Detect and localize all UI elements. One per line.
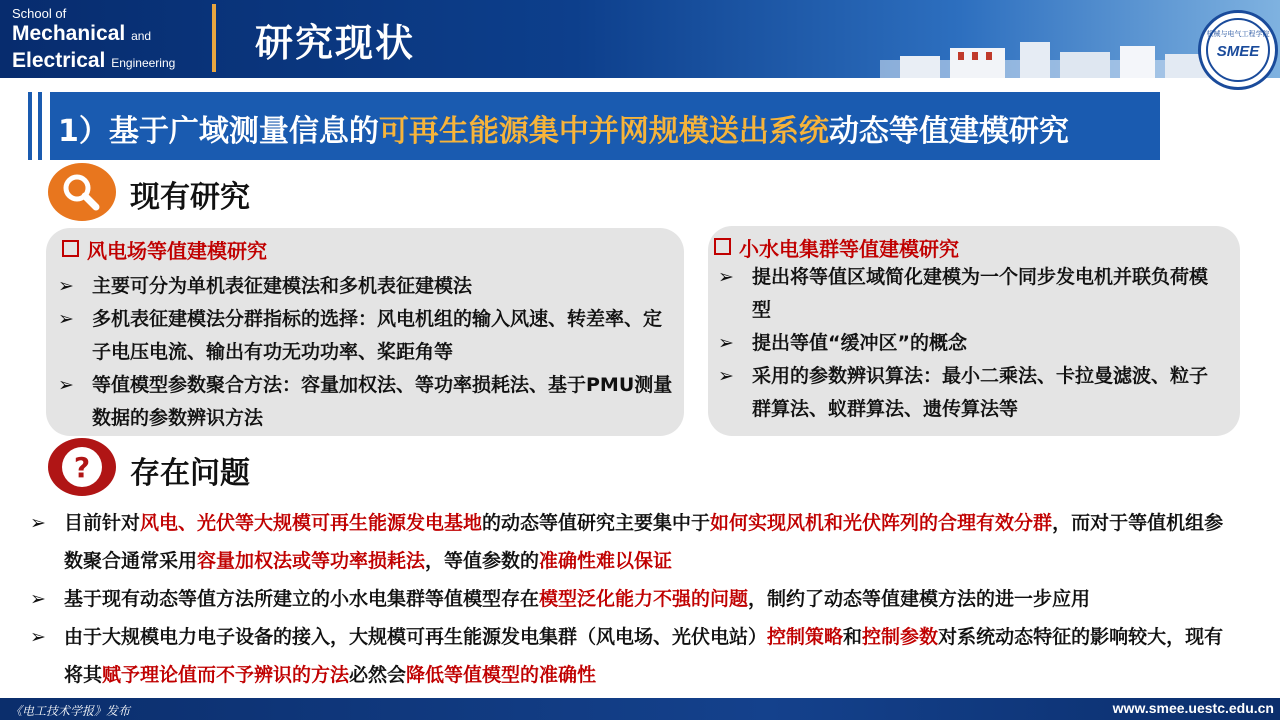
banner-deco-stripe [28, 92, 32, 160]
small-hydro-list [714, 261, 1220, 426]
body-text: 和 [843, 626, 863, 648]
header-bar [0, 0, 1280, 78]
logo-subtext: 机械与电气工程学院 [1206, 30, 1270, 38]
body-text: 对系统动态特征的影响较大，现有将其 [64, 626, 1224, 686]
panel-title-small-hydro: 小水电集群等值建模研究 [714, 233, 959, 262]
list-item: ➢ 主要可分为单机表征建模法和多机表征建模法 [54, 270, 676, 303]
body-text: 的动态等值研究主要集中于 [482, 512, 711, 534]
arrow-bullet-icon: ➢ [30, 588, 46, 610]
emphasis-text: 降低等值模型的准确性 [406, 664, 597, 686]
page-title: 研究现状 [255, 21, 416, 65]
svg-text:?: ? [73, 451, 91, 484]
problem-item [26, 504, 1240, 580]
question-icon [48, 438, 116, 496]
list-item: ➢ 等值模型参数聚合方法：容量加权法、等功率损耗法、基于PMU测量数据的参数辨识方法 [54, 369, 676, 435]
problem-item [26, 580, 1240, 618]
arrow-bullet-icon: ➢ [718, 332, 734, 354]
problem-item [26, 618, 1240, 694]
body-text: 基于现有动态等值方法所建立的小水电集群等值模型存在 [64, 588, 540, 610]
body-text: 目前针对 [64, 512, 141, 534]
section-title-existing: 现有研究 [130, 180, 250, 215]
emphasis-text: 控制参数 [862, 626, 939, 648]
body-text: ，而对于等值机组参数聚合通常采用 [64, 512, 1224, 572]
square-box-icon [714, 238, 731, 255]
emphasis-text: 模型泛化能力不强的问题 [539, 588, 749, 610]
banner-title: 1）基于广域测量信息的可再生能源集中并网规模送出系统动态等值建模研究 [58, 114, 1069, 149]
arrow-bullet-icon: ➢ [58, 275, 74, 297]
emphasis-text: 如何实现风机和光伏阵列的合理有效分群 [710, 512, 1053, 534]
arrow-bullet-icon: ➢ [718, 266, 734, 288]
emphasis-text: 容量加权法或等功率损耗法 [197, 550, 426, 572]
arrow-bullet-icon: ➢ [30, 626, 46, 648]
square-box-icon [62, 240, 79, 257]
panel-title-wind-farm: 风电场等值建模研究 [62, 235, 267, 264]
header-divider [212, 4, 216, 72]
arrow-bullet-icon: ➢ [58, 374, 74, 396]
school-line2: Mechanical and [12, 22, 152, 45]
footer-url: www.smee.uestc.edu.cn [1112, 700, 1274, 716]
arrow-bullet-icon: ➢ [718, 365, 734, 387]
emphasis-text: 赋予理论值而不予辨识的方法 [102, 664, 350, 686]
smee-logo [1198, 10, 1278, 90]
body-text: ，制约了动态等值建模方法的进一步应用 [748, 588, 1091, 610]
footer-publisher: 《电工技术学报》发布 [10, 704, 131, 718]
banner-deco-stripe [38, 92, 42, 160]
school-line3: Electrical Engineering [12, 49, 176, 72]
problems-list [26, 504, 1240, 694]
emphasis-text: 风电、光伏等大规模可再生能源发电基地 [140, 512, 483, 534]
topic-banner [50, 92, 1160, 160]
body-text: ，等值参数的 [425, 550, 540, 572]
list-item: ➢ 多机表征建模法分群指标的选择：风电机组的输入风速、转差率、定子电压电流、输出有功无功功率、桨距角等 [54, 303, 676, 369]
body-text: 必然会 [349, 664, 407, 686]
arrow-bullet-icon: ➢ [58, 308, 74, 330]
arrow-bullet-icon: ➢ [30, 512, 46, 534]
list-item: ➢ 提出将等值区域简化建模为一个同步发电机并联负荷模型 [714, 261, 1220, 327]
school-line1: School of [12, 6, 67, 21]
magnifier-icon [48, 163, 116, 221]
list-item: ➢ 采用的参数辨识算法：最小二乘法、卡拉曼滤波、粒子群算法、蚁群算法、遗传算法等 [714, 360, 1220, 426]
campus-skyline-image [880, 38, 1210, 78]
body-text: 由于大规模电力电子设备的接入，大规模可再生能源发电集群（风电场、光伏电站） [64, 626, 768, 648]
emphasis-text: 控制策略 [767, 626, 844, 648]
list-item: ➢ 提出等值“缓冲区”的概念 [714, 327, 1220, 360]
footer-bar [0, 698, 1280, 720]
wind-farm-list [54, 270, 676, 435]
emphasis-text: 准确性难以保证 [539, 550, 673, 572]
logo-text: SMEE [1216, 43, 1260, 60]
school-wordmark [12, 6, 175, 75]
section-title-problems: 存在问题 [130, 456, 250, 491]
